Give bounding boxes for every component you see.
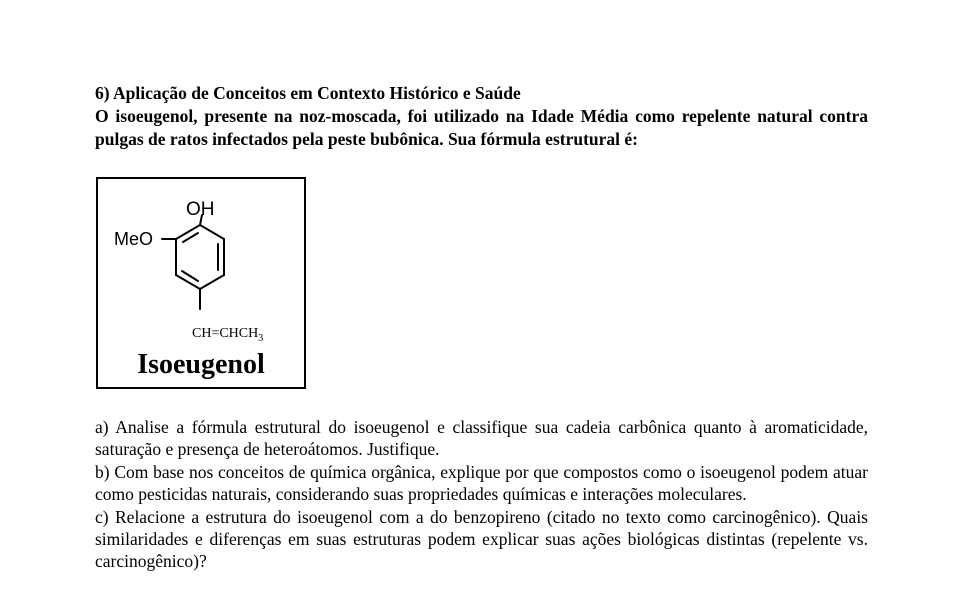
question-header: [95, 82, 868, 151]
sub-questions: [95, 416, 868, 573]
question-title: 6) Aplicação de Conceitos em Contexto Histórico e Saúde: [95, 83, 521, 103]
ring-bond: [176, 275, 200, 289]
ring-bond: [176, 225, 200, 239]
oh-label: OH: [186, 199, 215, 220]
question-intro: O isoeugenol, presente na noz-moscada, foi utilizado na Idade Média como repelente natural contra pulgas de ratos infectados pela peste bubônica. Sua fórmula estrutural é:: [95, 106, 868, 149]
sub-question-b: b) Com base nos conceitos de química orgânica, explique por que compostos como o isoeugenol podem atuar como pesticidas naturais, considerando suas propriedades químicas e interações moleculares.: [95, 461, 868, 505]
meo-label: MeO: [114, 229, 154, 249]
isoeugenol-structure-figure: [96, 177, 306, 389]
figure-name-label: Isoeugenol: [137, 349, 265, 380]
sub-question-a: a) Analise a fórmula estrutural do isoeugenol e classifique sua cadeia carbônica quanto à aromaticidade, saturação e presença de heteroátomos. Justifique.: [95, 417, 868, 460]
sub-question-c: c) Relacione a estrutura do isoeugenol com a do benzopireno (citado no texto como carcinogênico). Quais similaridades e diferenças em suas estruturas podem explicar suas ações biológicas distintas (repelente vs. carcinogênico)?: [95, 506, 868, 572]
ring-bond: [200, 275, 224, 289]
side-chain-label: $CH=CHCH_3$: [192, 326, 264, 344]
ring-bond: [200, 225, 224, 239]
